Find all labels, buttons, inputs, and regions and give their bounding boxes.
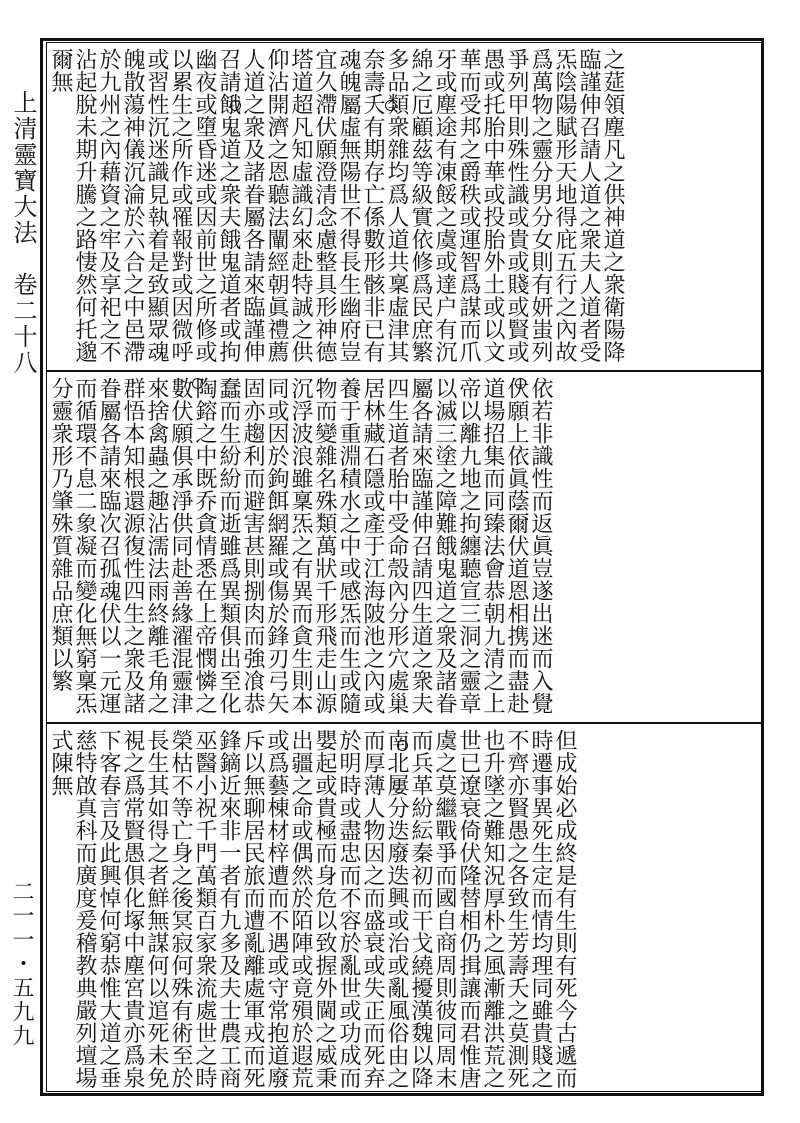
section-circle-mark [397, 740, 408, 751]
band-divider [46, 370, 762, 372]
text-column-block: 之莚領塵凡之供神道之衆衛陽降臨謹伸召請人道之衆夫人道者受炁陰陽賦形天地得庇五行之內故爲萬物之靈分男分女則有妍蚩列爭列甲則殊性識或貴或賤或賢或愚或托胎中華或投胎外土或以文華而受邦之爵秩或運智爲謀而爪牙或塵途有凍餒之虞或達户有沉綿之厄顧茲等級實依修爲民庶繁多品類衆雜均爲人道共稟虛津其奈壽夭有期存亡係數形骸非已有魂魄屬虛無陽世不得長生幽府豈宜久滯伏願澄清念慮整具形神德塔道超凡知虛識幻來赴特誠之供仰沾開濟之恩聽法闡經朝眞禮薦人道之衆及諸眷屬各請來臨謹伸召請餓鬼道之衆夫餓鬼道者或拘幽夜或墮昏迷或因前世之所修或以累生之所作或罹報對或因微呼或習性沉迷識見執着是致顯眾魂魄散蕩神儀沉淪於六合之中邑滯於九州之內藉資之牢及享祀之不沾起脫未期升騰之路悽然何托邈爾無 [48, 48, 625, 363]
margin-title: 上清靈寶大法 卷二十八 [9, 90, 37, 376]
section-circle-mark [385, 100, 396, 111]
section-circle-mark [230, 100, 241, 111]
text-column-block: 依若非識性而返眞豈遂出迷而入覺伏願上依眞蔭爾伏道恩相携而盡赴道場招集而同臻法會恭朝九清之上帝以離九地之拘纏聽宣三洞之靈章以滅三塗之障難餓鬼道之衆及諸眷屬各請來臨謹伸召請四生道之衆夫四生道者胎中受命殼內分形穴處巢居林藏石隱或產于江海陂池之內或養于重淵積水之中或感炁而生或隨物而變雜名殊類萬狀千形飛走山源沉浮波浪雖稟炁之有異而貪生則本同或因於鉤餌網羅或傷於鋒刃弓矢固亦趨利而避害甚則捌肉而強飡恭蠢而生紛紛而逝雖爲異類俱出至化陶鎔之中既乔貪情悉在上帝憫憐之數伏願俱承淨供同赴善緣濯混靈津來捨禽蟲之趣沾濡法雨終離毛角之群悟本知根還源復性四生之衆及諸眷屬各請來臨次召孤魂伏以一元運而循環不息二象凝而變化無窮稟炁分靈衆形乃肇殊質雜品庶類以繁 [48, 377, 553, 715]
text-band-middle [48, 373, 760, 721]
text-column-block: 但成始必成終是有生則有死今古遞而時遷事異死生定而情均理同雖貴賤之不齊亦賢愚之各致生芳壽夭之莫測死也升墜之難知況厚朴之風漸離洪荒之世已遼衰倚伏隆替相仍揖讓而君惟唐虞之莫繼戰爭而國自商周則彼同周末而兵革紛紜秦初而干戈繞擾漢魏以降南北屢分迭廢迭興或治或亂風俗由之而厚薄人物因之而盛衰或失正而死弃於明時或盡忠而不容於亂世或功成而嬰起或貴極而身危以致握外閫之威秉出疆之命或偶然於陌陣或竟殞於遐荒或爲藝棟材梓遭而不遇或守常抱道廢斥以無聊居民旅而遭亂離處軍戎而死鋒鏑近來非一者有九多及夫士農工商巫醫小祝千門萬類百家衆流處世之時榮枯不等亡身之後冥寂何殊有術至於長生其如得之者鮮無謀何以逭死未免視之爲常賢愚俱化塚中塵宮貴亦爲泉下客春言及此興悼何窮恭惟大道之垂慈特啟真科而廣度爰稽教典嚴列壇場式陳無 [48, 729, 577, 1089]
text-band-top [48, 44, 760, 369]
section-circle-mark [515, 378, 526, 389]
folio-number: 二一一・五九九 [9, 880, 34, 1048]
text-band-bottom [48, 725, 760, 1093]
band-divider [46, 722, 762, 724]
section-circle-mark [192, 378, 203, 389]
